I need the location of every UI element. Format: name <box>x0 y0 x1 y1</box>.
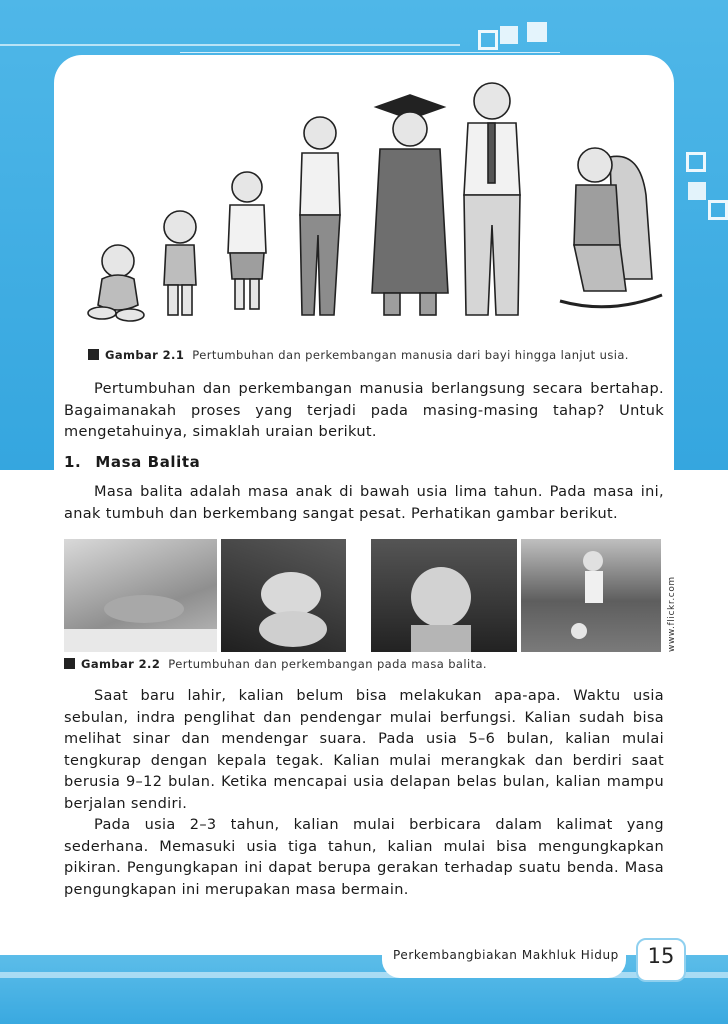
section-intro-paragraph <box>64 482 664 525</box>
figure-caption-text: Pertumbuhan dan perkembangan pada masa balita. <box>168 657 487 671</box>
photo-crawling-baby <box>371 539 517 652</box>
figure-caption <box>64 657 487 671</box>
figure-label: Gambar 2.2 <box>81 657 161 671</box>
decorative-square <box>527 22 547 42</box>
square-bullet-icon <box>64 658 75 669</box>
graduate-figure <box>372 95 448 315</box>
figure-caption-text: Pertumbuhan dan perkembangan manusia dari bayi hingga lanjut usia. <box>192 348 629 362</box>
body-paragraph: Pada usia 2–3 tahun, kalian mulai berbicara dalam kalimat yang sederhana. Memasuki usia tiga tahun, kalian mulai bisa mengungkapkan pikiran. Pengungkapan ini dapat berupa gerakan terhadap suatu benda. Masa pengungkapan ini merupakan masa bermain. <box>64 817 664 898</box>
square-bullet-icon <box>88 349 99 360</box>
growth-illustration <box>80 65 680 345</box>
child-figure <box>228 172 266 309</box>
baby-figure <box>88 245 144 321</box>
photo-sleeping-baby <box>221 539 346 652</box>
teen-figure <box>300 117 340 315</box>
page-number: 15 <box>647 944 675 968</box>
figure-caption <box>88 348 629 362</box>
decorative-line <box>180 52 560 53</box>
section-intro-text: Masa balita adalah masa anak di bawah usia lima tahun. Pada masa ini, anak tumbuh dan berkembang sangat pesat. Perhatikan gambar berikut. <box>64 484 664 522</box>
decorative-square <box>478 30 498 50</box>
photo-toddler-ball <box>521 539 661 652</box>
decorative-line <box>0 44 460 46</box>
intro-text: Pertumbuhan dan perkembangan manusia berlangsung secara bertahap. Bagaimanakah proses yang terjadi pada masing-masing tahap? Untuk mengetahuinya, simaklah uraian berikut. <box>64 381 664 440</box>
photo-credit: www.flickr.com <box>667 576 677 652</box>
elderly-figure <box>560 148 662 307</box>
footer-title: Perkembangbiakan Makhluk Hidup <box>393 948 619 962</box>
section-number: 1. <box>64 453 82 471</box>
intro-paragraph <box>64 379 664 444</box>
toddler-figure <box>164 211 196 315</box>
section-title: Masa Balita <box>95 453 201 471</box>
body-text <box>64 686 664 901</box>
section-heading <box>64 453 214 471</box>
decorative-square <box>686 152 706 172</box>
decorative-square <box>500 26 518 44</box>
photo-newborn-incubator <box>64 539 217 652</box>
adult-figure <box>464 83 520 315</box>
decorative-square <box>708 200 728 220</box>
body-paragraph: Saat baru lahir, kalian belum bisa melakukan apa-apa. Waktu usia sebulan, indra penglihat dan pendengar mulai berfungsi. Kalian sudah bisa melihat sinar dan mendengar suara. Pada usia 5–6 bulan, kalian mulai tengkurap dengan kepala tegak. Kalian mulai merangkak dan berdiri saat berusia 9–12 bulan. Ketika mencapai usia delapan belas bulan, kalian mampu berjalan sendiri. <box>64 688 664 812</box>
figure-label: Gambar 2.1 <box>105 348 185 362</box>
decorative-square <box>688 182 706 200</box>
